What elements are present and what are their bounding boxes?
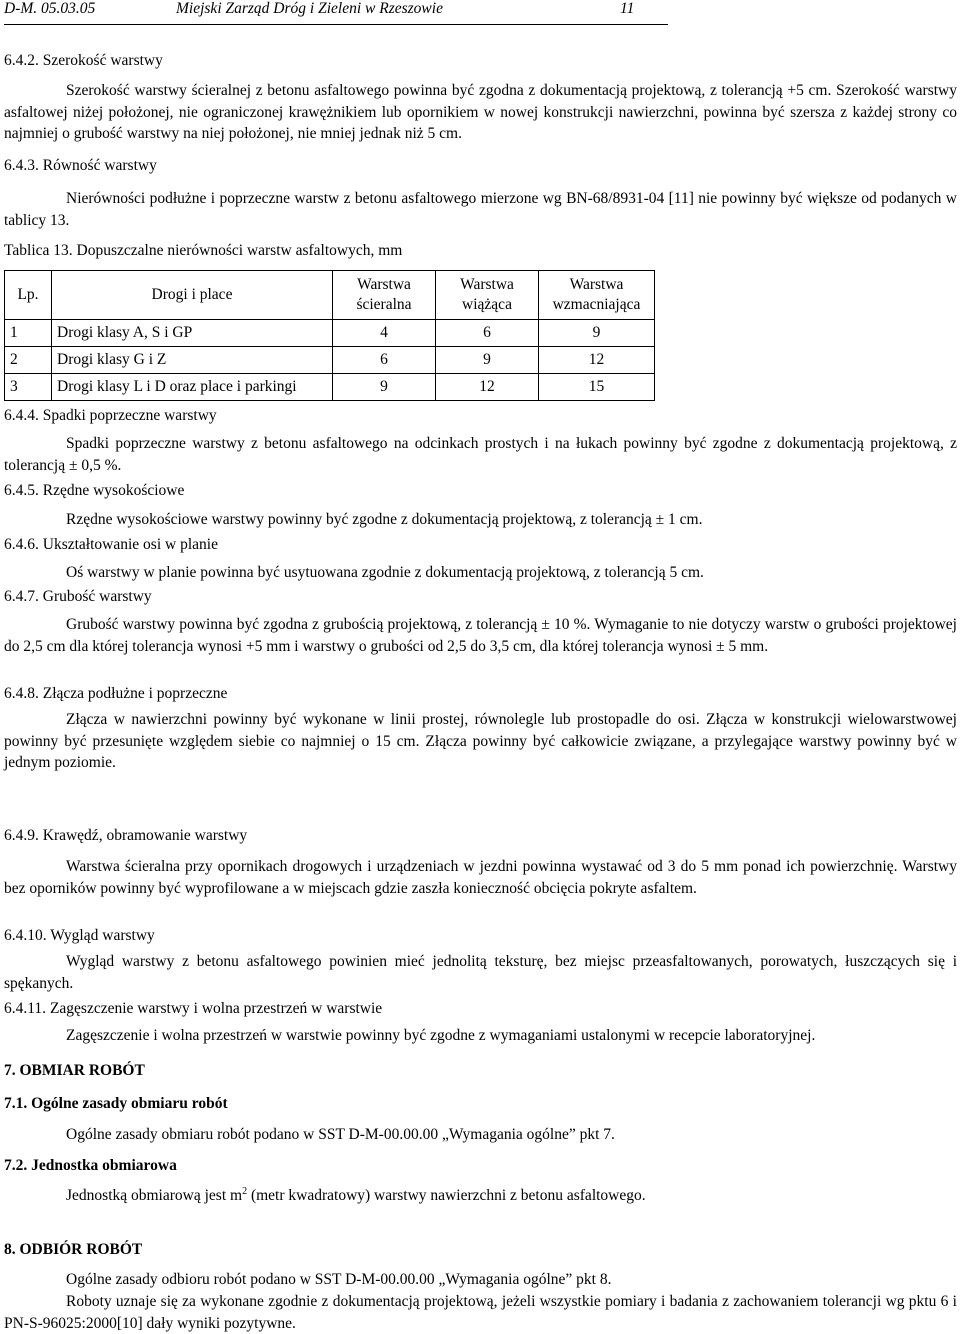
table-cell: Drogi klasy L i D oraz place i parkingi [52, 374, 333, 401]
table-cell: 12 [539, 347, 655, 374]
paragraph-6-4-6: Oś warstwy w planie powinna być usytuowana zgodnie z dokumentacją projektową, z tolerancją 5 cm. [66, 564, 704, 581]
heading-6-4-7: 6.4.7. Grubość warstwy [4, 588, 152, 605]
page-number: 11 [620, 0, 635, 17]
table-cell: 15 [539, 374, 655, 401]
page-header [4, 0, 668, 28]
organization-name: Miejski Zarząd Dróg i Zieleni w Rzeszowie [176, 0, 443, 17]
tolerance-table [4, 270, 655, 401]
heading-6-4-11: 6.4.11. Zagęszczenie warstwy i wolna przestrzeń w warstwie [4, 1000, 383, 1017]
table-cell: 4 [333, 320, 436, 347]
heading-6-4-10: 6.4.10. Wygląd warstwy [4, 927, 155, 944]
heading-6-4-9: 6.4.9. Krawędź, obramowanie warstwy [4, 827, 248, 844]
paragraph-6-4-11: Zagęszczenie i wolna przestrzeń w warstwie powinny być zgodne z wymaganiami ustalonymi w recepcie laboratoryjnej. [66, 1027, 816, 1044]
table-row [5, 320, 655, 347]
paragraph-7-2: Jednostką obmiarową jest $m^2$ (metr kwadratowy) warstwy nawierzchni z betonu asfaltowego. [66, 1185, 646, 1204]
spec-code: D-M. 05.03.05 [4, 0, 96, 17]
table-header-cell: Warstwa wzmacniająca [539, 271, 655, 320]
paragraph-6-4-2: Szerokość warstwy ścieralnej z betonu asfaltowego powinna być zgodna z dokumentacją projektową, z tolerancją +5 cm. Szerokość warstwy asfaltowej niżej położonej, nie ograniczonej krawężnikiem lub opornikiem w nowej konstrukcji nawierzchni, powinna być szersza z każdej strony co najmniej o grubość warstwy na niej położonej, nie mniej jednak niż 5 cm. [4, 82, 957, 142]
heading-6-4-6: 6.4.6. Ukształtowanie osi w planie [4, 536, 218, 553]
table-cell: 12 [436, 374, 539, 401]
paragraph-6-4-5: Rzędne wysokościowe warstwy powinny być zgodne z dokumentacją projektową, z tolerancją ± 1 cm. [66, 511, 703, 528]
paragraph-7-1: Ogólne zasady obmiaru robót podano w SST D-M-00.00.00 „Wymagania ogólne” pkt 7. [66, 1126, 615, 1143]
table-cell: 1 [5, 320, 52, 347]
paragraph-6-4-9: Warstwa ścieralna przy opornikach drogowych i urządzeniach w jezdni powinna wystawać od 3 do 5 mm ponad ich powierzchnię. Warstwy bez oporników powinny być wyprofilowane a w miejscach gdzie zaszła konieczność obcięcia pokryte asfaltem. [4, 858, 957, 897]
table-row [5, 374, 655, 401]
table-header-cell: Drogi i place [52, 271, 333, 320]
paragraph-6-4-10: Wygląd warstwy z betonu asfaltowego powinien mieć jednolitą teksturę, bez miejsc przeasfaltowanych, porowatych, łuszczących się i spękanych. [4, 953, 957, 992]
paragraph-6-4-7: Grubość warstwy powinna być zgodna z grubością projektową, z tolerancją ± 10 %. Wymaganie to nie dotyczy warstw o grubości projektowej do 2,5 cm dla której tolerancja wynosi +5 mm i warstwy o grubości od 2,5 do 3,5 cm, dla której tolerancja wynosi ± 5 mm. [4, 616, 957, 655]
table-header-cell: Warstwa wiążąca [436, 271, 539, 320]
table-cell: 6 [333, 347, 436, 374]
table-cell: 9 [539, 320, 655, 347]
heading-6-4-8: 6.4.8. Złącza podłużne i poprzeczne [4, 685, 228, 702]
heading-7: 7. OBMIAR ROBÓT [4, 1062, 145, 1079]
table-caption: Tablica 13. Dopuszczalne nierówności warstw asfaltowych, mm [4, 242, 403, 259]
table-cell: 2 [5, 347, 52, 374]
table-cell: 9 [436, 347, 539, 374]
table-cell: 3 [5, 374, 52, 401]
header-rule [4, 24, 668, 25]
table-cell: 9 [333, 374, 436, 401]
heading-6-4-5: 6.4.5. Rzędne wysokościowe [4, 482, 185, 499]
heading-8: 8. ODBIÓR ROBÓT [4, 1241, 143, 1258]
heading-6-4-4: 6.4.4. Spadki poprzeczne warstwy [4, 407, 217, 424]
table-cell: Drogi klasy A, S i GP [52, 320, 333, 347]
table-header-cell: Warstwa ścieralna [333, 271, 436, 320]
paragraph-6-4-3: Nierówności podłużne i poprzeczne warstw z betonu asfaltowego mierzone wg BN-68/8931-04 [11] nie powinny być większe od podanych w tablicy 13. [4, 190, 957, 229]
table-header-row [5, 271, 655, 320]
table-row [5, 347, 655, 374]
heading-6-4-2: 6.4.2. Szerokość warstwy [4, 52, 163, 69]
heading-7-2: 7.2. Jednostka obmiarowa [4, 1157, 177, 1174]
paragraph-8-2: Roboty uznaje się za wykonane zgodnie z dokumentacją projektową, jeżeli wszystkie pomiary i badania z zachowaniem tolerancji wg pktu 6 i PN-S-96025:2000[10] dały wyniki pozytywne. [4, 1293, 957, 1332]
table-header-cell: Lp. [5, 271, 52, 320]
paragraph-6-4-4: Spadki poprzeczne warstwy z betonu asfaltowego na odcinkach prostych i na łukach powinny być zgodne z dokumentacją projektową, z tolerancją ± 0,5 %. [4, 435, 957, 474]
heading-6-4-3: 6.4.3. Równość warstwy [4, 157, 157, 174]
table-cell: 6 [436, 320, 539, 347]
paragraph-6-4-8: Złącza w nawierzchni powinny być wykonane w linii prostej, równolegle lub prostopadle do osi. Złącza w konstrukcji wielowarstwowej powinny być przesunięte względem siebie co najmniej o 15 cm. Złącza powinny być całkowicie związane, a przylegające warstwy powinny być w jednym poziomie. [4, 711, 957, 771]
paragraph-8-1: Ogólne zasady odbioru robót podano w SST D-M-00.00.00 „Wymagania ogólne” pkt 8. [66, 1271, 612, 1288]
table-cell: Drogi klasy G i Z [52, 347, 333, 374]
heading-7-1: 7.1. Ogólne zasady obmiaru robót [4, 1095, 228, 1112]
